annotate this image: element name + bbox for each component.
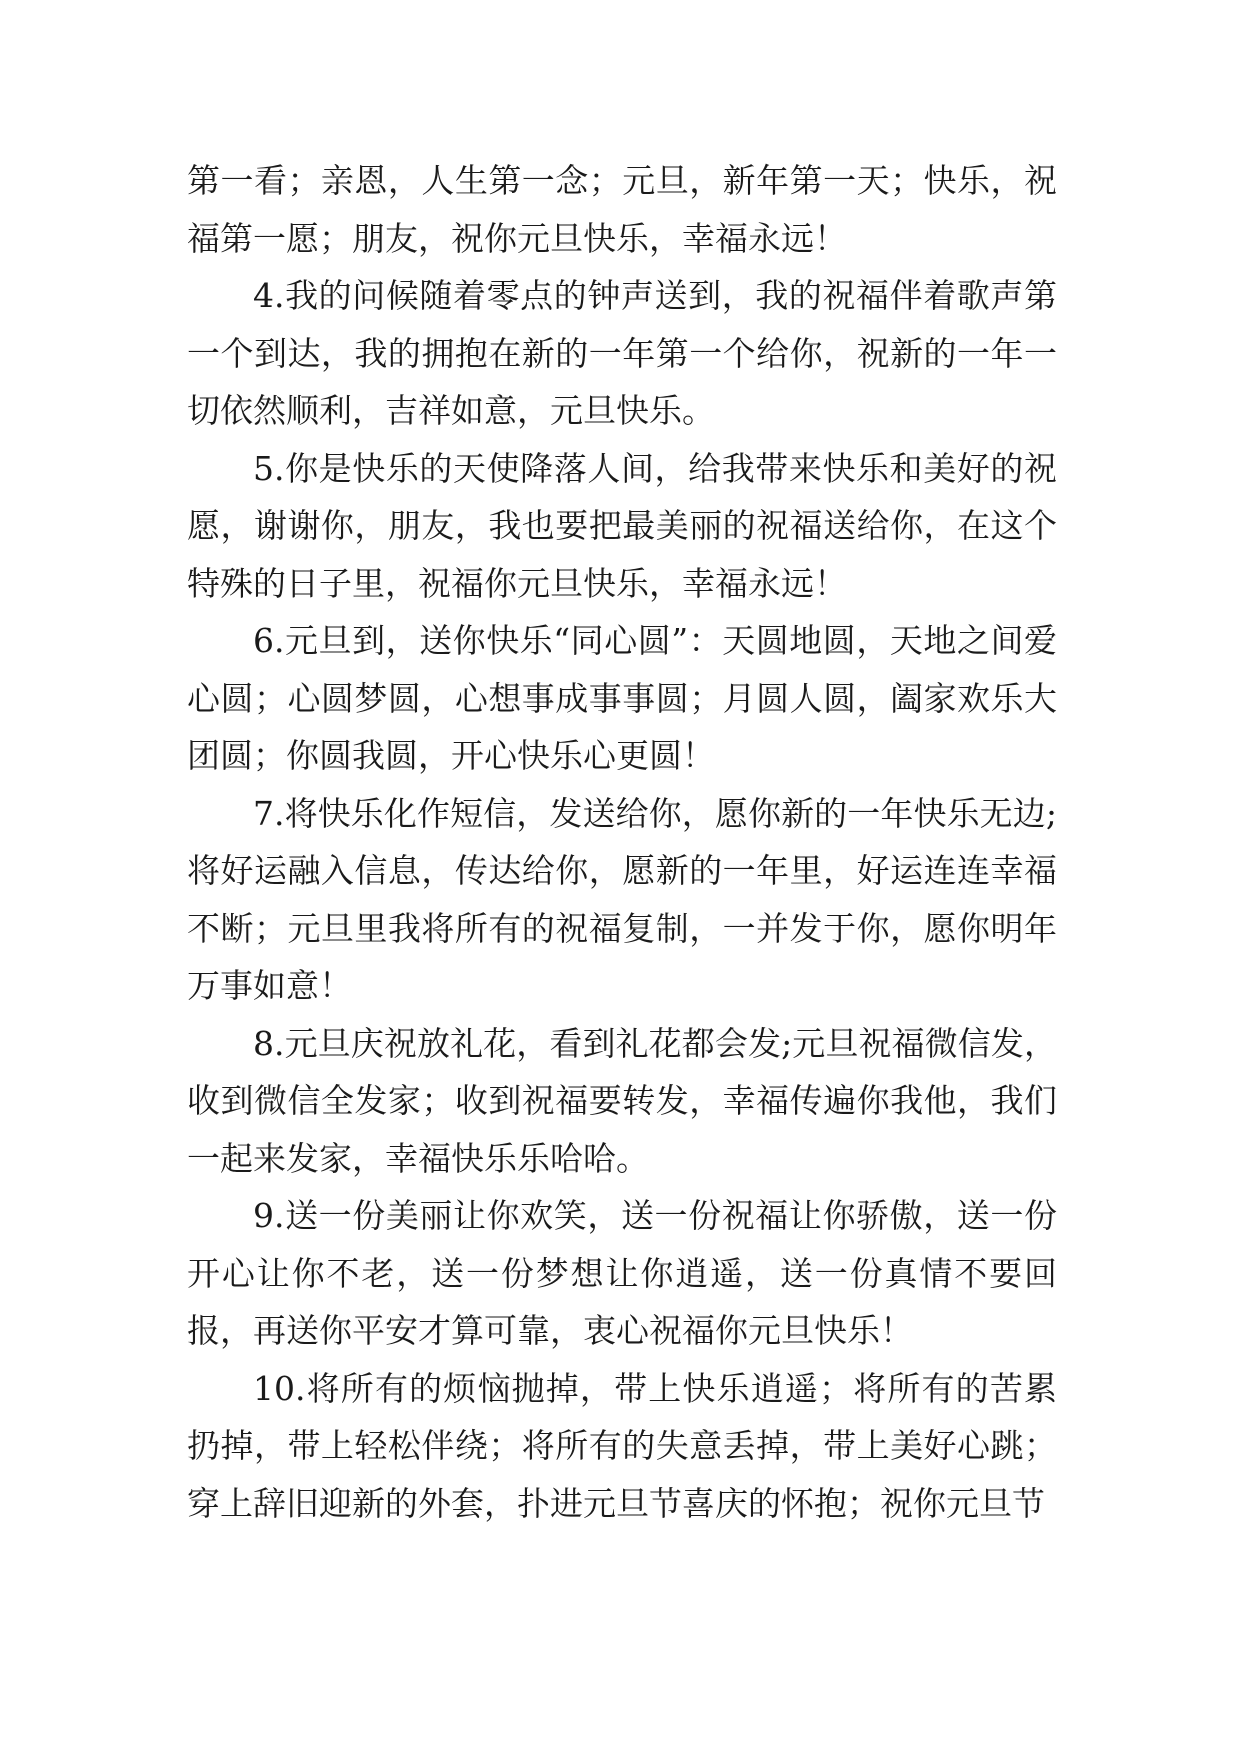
paragraph-continuation: 第一看；亲恩，人生第一念；元旦，新年第一天；快乐，祝福第一愿；朋友，祝你元旦快乐，幸福永远！: [187, 161, 1057, 258]
document-body: [187, 152, 1057, 1532]
paragraph-item-10: 10.将所有的烦恼抛掉，带上快乐逍遥；将所有的苦累扔掉，带上轻松伴绕；将所有的失意丢掉，带上美好心跳；穿上辞旧迎新的外套，扑进元旦节喜庆的怀抱；祝你元旦节: [187, 1368, 1057, 1523]
paragraph-item-9: 9.送一份美丽让你欢笑，送一份祝福让你骄傲，送一份开心让你不老，送一份梦想让你逍遥，送一份真情不要回报，再送你平安才算可靠，衷心祝福你元旦快乐！: [187, 1196, 1057, 1350]
paragraph-item-6: 6.元旦到，送你快乐“同心圆”：天圆地圆，天地之间爱心圆；心圆梦圆，心想事成事事圆；月圆人圆，阖家欢乐大团圆；你圆我圆，开心快乐心更圆！: [187, 621, 1057, 775]
paragraph-item-5: 5.你是快乐的天使降落人间，给我带来快乐和美好的祝愿，谢谢你，朋友，我也要把最美丽的祝福送给你，在这个特殊的日子里，祝福你元旦快乐，幸福永远！: [187, 448, 1057, 603]
paragraph-item-7: 7.将快乐化作短信，发送给你，愿你新的一年快乐无边;将好运融入信息，传达给你，愿新的一年里，好运连连幸福不断；元旦里我将所有的祝福复制，一并发于你，愿你明年万事如意！: [187, 793, 1057, 1005]
paragraph-item-8: 8.元旦庆祝放礼花，看到礼花都会发;元旦祝福微信发，收到微信全发家；收到祝福要转发，幸福传遍你我他，我们一起来发家，幸福快乐乐哈哈。: [187, 1023, 1057, 1178]
paragraph-item-4: 4.我的问候随着零点的钟声送到，我的祝福伴着歌声第一个到达，我的拥抱在新的一年第一个给你，祝新的一年一切依然顺利，吉祥如意，元旦快乐。: [187, 276, 1057, 430]
